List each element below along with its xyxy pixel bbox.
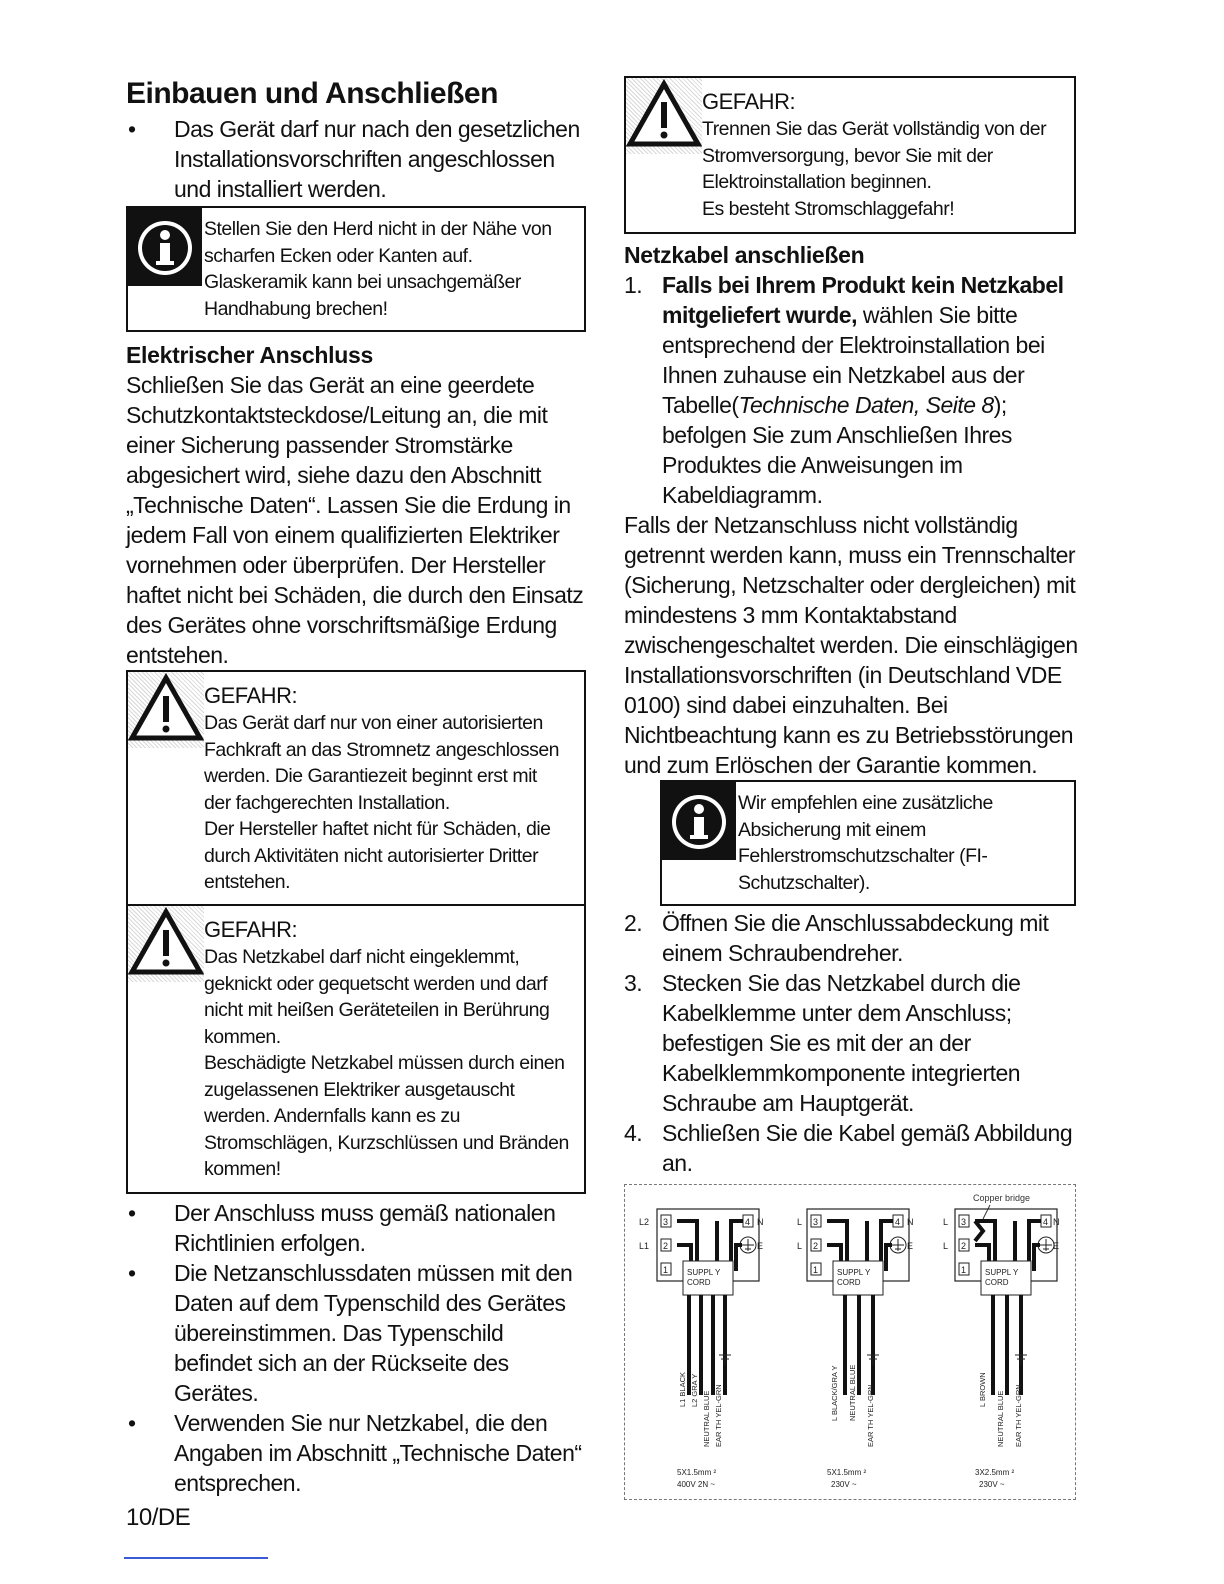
- step-text: Stecken Sie das Netzkabel durch die Kabelklemme unter dem Anschluss; befestigen Sie es mit der an der Kabelklemmkomponente integrierten Schraube am Hauptgerät.: [662, 970, 1021, 1116]
- spec-label: 400V 2N ~: [677, 1480, 716, 1489]
- step-text: ); befolgen Sie zum Anschließen Ihres Produktes die Anweisungen im Kabeldiagramm.: [662, 392, 1012, 508]
- warning-line: werden. Die Garantiezeit beginnt erst mit: [204, 765, 537, 787]
- step-text: Öffnen Sie die Anschlussabdeckung mit einem Schraubendreher.: [662, 910, 1049, 966]
- warning-title: GEFAHR:: [702, 89, 796, 114]
- terminal-label: 4: [1043, 1217, 1049, 1227]
- terminal-label: L: [943, 1217, 949, 1227]
- info-box: [126, 206, 586, 332]
- wire-label: NEUTRAL BLUE: [848, 1364, 857, 1421]
- terminal-label: 2: [813, 1241, 819, 1251]
- info-line: Glaskeramik kann bei unsachgemäßer: [204, 271, 521, 293]
- step-item: [624, 270, 1094, 510]
- step-bold-text: Falls bei Ihrem Produkt kein Netzkabel mitgeliefert wurde,: [662, 272, 1064, 328]
- step-item: [624, 968, 1094, 1118]
- terminal-label: L: [797, 1217, 803, 1227]
- list-item: • Das Gerät darf nur nach den gesetzlichen Installationsvorschriften angeschlossen und installiert werden.: [126, 114, 586, 204]
- step-number: 1.: [624, 272, 643, 298]
- warning-title: GEFAHR:: [204, 917, 298, 942]
- info-line: Wir empfehlen eine zusätzliche: [738, 792, 993, 814]
- paragraph-disconnect: Falls der Netzanschluss nicht vollständig getrennt werden kann, muss ein Trennschalter (Sicherung, Netzschalter oder dergleichen) mit mindestens 3 mm Kontaktabstand zwischengeschaltet werden. Die einschlägigen Installationsvorschriften (in Deutschland VDE 0100) sind dabei einzuhalten. Bei Nichtbeachtung kann es zu Betriebsstörungen und zum Erlöschen der Garantie kommen.: [624, 512, 1078, 778]
- terminal-label: 2: [663, 1241, 669, 1251]
- cord-label: SUPPL Y: [985, 1268, 1019, 1277]
- wire-label: NEUTRAL BLUE: [702, 1390, 711, 1447]
- info-icon: [128, 208, 202, 286]
- list-item: • Der Anschluss muss gemäß nationalen Richtlinien erfolgen.: [126, 1198, 586, 1258]
- warning-line: geknickt oder gequetscht werden und darf: [204, 972, 548, 995]
- warning-box: [126, 904, 586, 1194]
- info-line: Fehlerstromschutzschalter (FI-: [738, 845, 988, 867]
- terminal-label: E: [907, 1241, 914, 1251]
- section-heading-electrical: Elektrischer Anschluss: [126, 342, 373, 368]
- warning-title: GEFAHR:: [204, 683, 298, 708]
- cord-label: CORD: [985, 1278, 1009, 1287]
- wire-label: EAR TH YEL-GRN: [1014, 1384, 1023, 1447]
- warning-line: zugelassenen Elektriker ausgetauscht: [204, 1078, 515, 1101]
- wire-label: EAR TH YEL-GRN: [714, 1384, 723, 1447]
- warning-box: [126, 670, 586, 906]
- terminal-label: L1: [639, 1241, 650, 1251]
- terminal-label: 3: [663, 1217, 669, 1227]
- warning-icon: [128, 672, 204, 748]
- step-number: 2.: [624, 910, 643, 936]
- list-item: • Die Netzanschlussdaten müssen mit den Daten auf dem Typenschild des Gerätes übereinstimmen. Das Typenschild befindet sich an der Rückseite des Gerätes.: [126, 1258, 586, 1408]
- page-number: 10/DE: [126, 1504, 191, 1531]
- spec-label: 3X2.5mm ²: [975, 1468, 1015, 1477]
- terminal-label: L: [797, 1241, 803, 1251]
- terminal-panel-1: [657, 1209, 759, 1395]
- cord-label: CORD: [837, 1278, 861, 1287]
- info-box: [660, 780, 1076, 906]
- info-line: Schutzschalter).: [738, 871, 870, 894]
- footer-rule: [124, 1557, 268, 1559]
- warning-line: entstehen.: [204, 871, 291, 893]
- terminal-label: N: [757, 1217, 764, 1227]
- wire-label: L2 GRA Y: [690, 1373, 699, 1407]
- warning-line: Trennen Sie das Gerät vollständig von der: [702, 118, 1047, 140]
- warning-line: durch Aktivitäten nicht autorisierter Dritter: [204, 844, 539, 867]
- wiring-diagram-svg: [625, 1185, 1077, 1501]
- terminal-label: L2: [639, 1217, 650, 1227]
- terminal-label: 2: [961, 1241, 967, 1251]
- warning-line: Fachkraft an das Stromnetz angeschlossen: [204, 738, 560, 761]
- terminal-label: E: [757, 1241, 764, 1251]
- paragraph-electrical: Schließen Sie das Gerät an eine geerdete Schutzkontaktsteckdose/Leitung an, die mit einer Sicherung passender Stromstärke abgesichert wird, siehe dazu den Abschnitt „Technische Daten“. Lassen Sie die Erdung in jedem Fall von einem qualifizierten Elektriker vornehmen oder überprüfen. Der Hersteller haftet nicht bei Schäden, die durch den Einsatz des Gerätes ohne vorschriftsmäßige Erdung entstehen.: [126, 372, 584, 668]
- warning-icon: [626, 78, 702, 154]
- right-column: [624, 76, 1094, 1500]
- step-item: [624, 908, 1094, 968]
- warning-box: [624, 76, 1076, 234]
- cord-label: CORD: [687, 1278, 711, 1287]
- warning-line: Stromschlägen, Kurzschlüssen und Bränden: [204, 1131, 569, 1154]
- terminal-label: 1: [961, 1265, 967, 1275]
- step-text: Schließen Sie die Kabel gemäß Abbildung an.: [662, 1120, 1073, 1176]
- info-line: Absicherung mit einem: [738, 818, 926, 841]
- info-line: Stellen Sie den Herd nicht in der Nähe von: [204, 218, 552, 240]
- spec-label: 5X1.5mm ²: [827, 1468, 867, 1477]
- copper-bridge-label: Copper bridge: [973, 1193, 1031, 1203]
- terminal-panel-2: [807, 1209, 909, 1395]
- warning-line: Das Gerät darf nur von einer autorisierten: [204, 712, 543, 734]
- warning-line: Es besteht Stromschlaggefahr!: [702, 197, 955, 220]
- warning-line: werden. Andernfalls kann es zu: [204, 1105, 461, 1127]
- terminal-label: 1: [663, 1265, 669, 1275]
- warning-line: nicht mit heißen Geräteteilen in Berührung: [204, 999, 550, 1021]
- warning-line: Elektroinstallation beginnen.: [702, 171, 932, 193]
- info-line: scharfen Ecken oder Kanten auf.: [204, 244, 473, 267]
- warning-line: der fachgerechten Installation.: [204, 791, 450, 814]
- wire-labels: [678, 1365, 1023, 1447]
- wiring-diagram: [624, 1184, 1076, 1500]
- wire-label: L BROWN: [978, 1372, 987, 1407]
- warning-line: Das Netzkabel darf nicht eingeklemmt,: [204, 946, 520, 968]
- terminal-panel-3: [955, 1209, 1060, 1395]
- warning-line: kommen.: [204, 1025, 281, 1048]
- page-title: Einbauen und Anschließen: [126, 77, 498, 110]
- warning-line: Beschädigte Netzkabel müssen durch einen: [204, 1052, 565, 1074]
- warning-line: kommen!: [204, 1158, 281, 1180]
- wire-label: NEUTRAL BLUE: [996, 1390, 1005, 1447]
- terminal-label: 4: [895, 1217, 901, 1227]
- terminal-label: L: [943, 1241, 949, 1251]
- wire-label: EAR TH YEL-GRN: [866, 1384, 875, 1447]
- cord-label: SUPPL Y: [687, 1268, 721, 1277]
- spec-labels: [677, 1468, 1014, 1489]
- step-number: 3.: [624, 970, 643, 996]
- terminal-label: E: [1053, 1241, 1060, 1251]
- wire-label: L BLACK/GRA Y: [830, 1365, 839, 1421]
- step-number: 4.: [624, 1120, 643, 1146]
- wire-label: L1 BLACK: [678, 1371, 687, 1407]
- terminal-label: N: [1053, 1217, 1060, 1227]
- warning-line: Stromversorgung, bevor Sie mit der: [702, 144, 993, 167]
- terminal-label: 3: [961, 1217, 967, 1227]
- list-item: • Verwenden Sie nur Netzkabel, die den Angaben im Abschnitt „Technische Daten“ entsprechen.: [126, 1408, 586, 1498]
- terminal-label: 1: [813, 1265, 819, 1275]
- left-column: [126, 74, 586, 1498]
- terminal-label: 3: [813, 1217, 819, 1227]
- terminal-label: 4: [745, 1217, 751, 1227]
- spec-label: 230V ~: [831, 1480, 857, 1489]
- step-text: wählen Sie bitte entsprechend der Elektroinstallation bei Ihnen zuhause ein Netzkabel aus der Tabelle(: [662, 302, 1045, 418]
- info-icon: [662, 782, 736, 860]
- section-heading-cable: Netzkabel anschließen: [624, 242, 865, 268]
- info-line: Handhabung brechen!: [204, 297, 388, 320]
- spec-label: 230V ~: [979, 1480, 1005, 1489]
- warning-icon: [128, 906, 204, 982]
- spec-label: 5X1.5mm ²: [677, 1468, 717, 1477]
- step-item: [624, 1118, 1094, 1178]
- step-reference: Technische Daten, Seite 8: [738, 392, 994, 418]
- cord-label: SUPPL Y: [837, 1268, 871, 1277]
- terminal-label: N: [907, 1217, 914, 1227]
- warning-line: Der Hersteller haftet nicht für Schäden, die: [204, 818, 551, 840]
